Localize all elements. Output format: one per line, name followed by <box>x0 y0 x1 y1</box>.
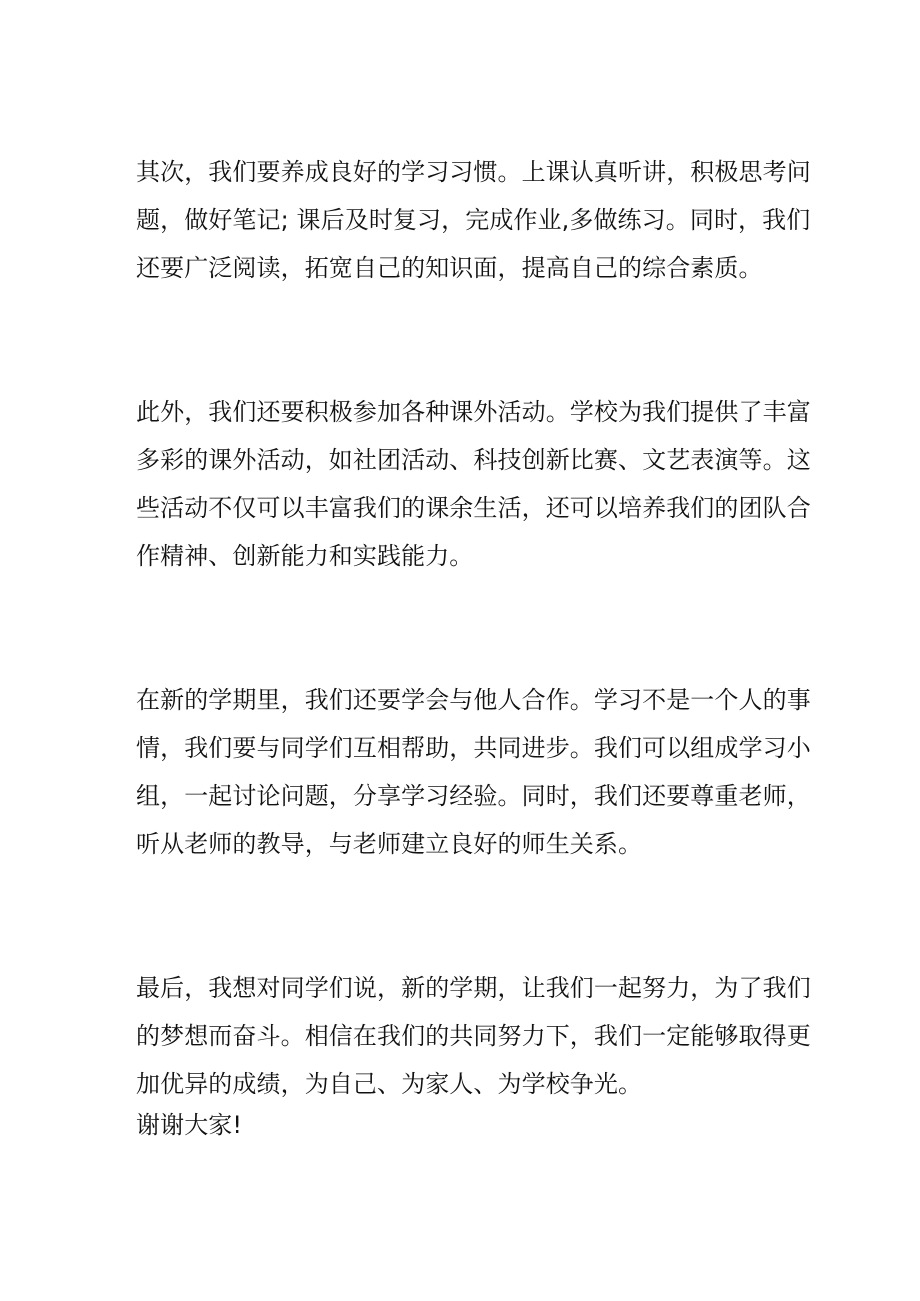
paragraph-2-line-1: 此外，我们还要积极参加各种课外活动。学校为我们提供了丰富 <box>136 398 811 426</box>
paragraph-1-line-3: 还要广泛阅读，拓宽自己的知识面，提高自己的综合素质。 <box>136 254 763 282</box>
paragraph-2-line-3: 些活动不仅可以丰富我们的课余生活，还可以培养我们的团队合 <box>136 494 811 522</box>
paragraph-1-line-1: 其次，我们要养成良好的学习习惯。上课认真听讲，积极思考问 <box>136 158 811 186</box>
paragraph-4-line-2: 的梦想而奋斗。相信在我们的共同努力下，我们一定能够取得更 <box>136 1022 811 1050</box>
paragraph-3-line-2: 情，我们要与同学们互相帮助，共同进步。我们可以组成学习小 <box>136 734 811 762</box>
paragraph-4-line-1: 最后，我想对同学们说，新的学期，让我们一起努力，为了我们 <box>136 974 811 1002</box>
closing-line: 谢谢大家! <box>136 1111 243 1139</box>
paragraph-3-line-3: 组，一起讨论问题，分享学习经验。同时，我们还要尊重老师， <box>136 782 811 810</box>
paragraph-2-line-2: 多彩的课外活动，如社团活动、科技创新比赛、文艺表演等。这 <box>136 446 811 474</box>
paragraph-3-line-4: 听从老师的教导，与老师建立良好的师生关系。 <box>136 830 643 858</box>
paragraph-1-line-2: 题，做好笔记; 课后及时复习，完成作业,多做练习。同时，我们 <box>136 206 811 234</box>
paragraph-4-line-3: 加优异的成绩，为自己、为家人、为学校争光。 <box>136 1070 643 1098</box>
paragraph-2-line-4: 作精神、创新能力和实践能力。 <box>136 542 474 570</box>
paragraph-3-line-1: 在新的学期里，我们还要学会与他人合作。学习不是一个人的事 <box>136 686 811 714</box>
